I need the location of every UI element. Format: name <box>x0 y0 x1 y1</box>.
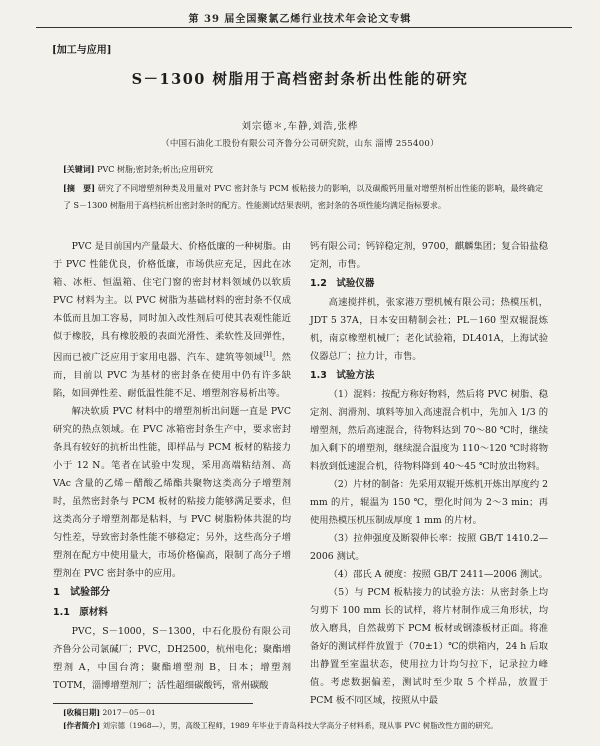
method-mixing: （1）混料：按配方称好物料，然后将 PVC 树脂、稳定剂、润滑剂、填料等加入高速混合机中，先加入 1/3 的增塑剂，然后高速混合，待物料达到 70～80 ℃时，继续加入剩下的增塑剂，继续混合温度为 110～120 ℃时将物料放到低速混合机，待物料降到 40～45 ℃时放出物料。 <box>310 389 548 472</box>
affiliation: （中国石油化工股份有限公司齐鲁分公司研究院，山东 淄博 255400） <box>161 139 439 149</box>
method-hardness-test: （4）邵氏 A 硬度：按照 GB/T 2411—2006 测试。 <box>328 569 548 580</box>
footnote-author-bio <box>63 719 543 732</box>
received-label: [收稿日期] <box>63 708 101 717</box>
author-list: 刘宗德＊,车静,刘浩,张桦 <box>241 121 359 132</box>
subsection-heading-methods: 1.3 试验方法 <box>310 370 375 381</box>
header-rule <box>36 27 572 28</box>
section-heading-experiment: 1 试验部分 <box>53 587 110 599</box>
method-pcm-adhesion: （5）与 PCM 板粘接力的试验方法：从密封条上均匀剪下 100 mm 长的试样，将片材制作成三角形状，均放入磨具，自然裁剪下 PCM 板材或钢漆板材正面。将准备好的测试样件放置于（70±1）℃的烘箱内，24 h 后取出静置至室温状态，使用拉力计均匀拉下，记录拉力峰值。考虑数据偏差，测试时至少取 5 个样品，放置于 PCM 板不同区域，按照从中最 <box>310 587 548 706</box>
materials-paragraph-continued: 钙有限公司；钙锌稳定剂，9700，麒麟集团；复合铅盐稳定剂，市售。 <box>310 241 548 270</box>
author-bio-label: [作者简介] <box>63 721 101 730</box>
footnote-rule <box>53 703 253 704</box>
abstract-label: [摘 要] <box>63 183 96 193</box>
right-column <box>310 238 548 710</box>
materials-paragraph: PVC，S－1000，S－1300，中石化股份有限公司齐鲁分公司氯碱厂；PVC，DH2500，杭州电化；聚酯增塑剂 A，中国台湾；聚酯增塑剂 B，日本；增塑剂 TOTM，淄博增塑剂厂；活性超细碳酸钙，常州碳酸 <box>53 626 291 692</box>
intro-paragraph-2: 解决软质 PVC 材料中的增塑剂析出问题一直是 PVC 研究的热点领域。在 PVC 冰箱密封条生产中，要求密封条具有较好的抗析出性能，即样品与 PCM 板材的粘接力小于 12 N。笔者在试验中发现，采用高端粘结剂、高 VAc 含量的乙烯－醋酸乙烯酯共聚物这类高分子增塑剂时，虽然密封条与 PCM 板材的粘接力能够满足要求，但这类高分子增塑剂都是粘料，与 PVC 树脂粉体共混的均匀性差，导致密封条性能不够稳定；另外，这些高分子增塑剂在配方中使用量大，市场价格偏高，限制了高分子增塑剂在 PVC 密封条中的应用。 <box>53 406 291 580</box>
section-tag: [加工与应用] <box>52 45 112 56</box>
running-head: 第 39 届全国聚氯乙烯行业技术年会论文专辑 <box>188 14 412 25</box>
intro-paragraph-1-tail: 。然而，目前以 PVC 为基材的密封条在使用中仍有许多缺陷，如回弹性差、耐低温性能不足、增塑剂容易析出等。 <box>53 352 291 400</box>
paper-title: S－1300 树脂用于高档密封条析出性能的研究 <box>131 71 469 88</box>
keywords-label: [关键词] <box>63 164 95 174</box>
method-sheet-preparation: （2）片材的制备：先采用双辊开炼机开炼出厚度约 2 mm 的片，辊温为 150 ℃，塑化时间为 2～3 min；再使用热模压机压制成厚度 1 mm 的片材。 <box>310 479 548 526</box>
citation-ref: [1] <box>263 351 272 358</box>
received-date: 2017－05－01 <box>102 708 156 717</box>
instruments-paragraph: 高速搅拌机，张家港万塑机械有限公司；热模压机，JDT 5 37A，日本安田精制会社；PL－160 型双辊混炼机，南京橡塑机械厂；老化试验箱，DL401A，上海试验仪器总厂；拉力计，市售。 <box>310 297 548 362</box>
footnote-received <box>63 706 543 719</box>
keywords-text: PVC 树脂;密封条;析出;应用研究 <box>97 165 214 174</box>
intro-paragraph-1-text: PVC 是目前国内产量最大、价格低廉的一种树脂。由于 PVC 性能优良，价格低廉，市场供应充足，因此在冰箱、冰柜、恒温箱、住宅门窗的密封材料领域仍以软质 PVC 材料为主。以 PVC 树脂为基础材料的密封条不仅成本低而且加工容易，同时加入改性剂后可使其表观性能近似于橡胶，具有橡胶般的表面光滑性、柔软性及回弹性，因而已被广泛应用于家用电器、汽车、建筑等领域 <box>53 241 291 364</box>
intro-paragraph-1 <box>53 238 291 403</box>
abstract <box>63 180 543 214</box>
method-tensile-test: （3）拉伸强度及断裂伸长率：按照 GB/T 1410.2—2006 测试。 <box>310 533 548 562</box>
keywords <box>63 164 213 175</box>
abstract-text: 研究了不同增塑剂种类及用量对 PVC 密封条与 PCM 板粘接力的影响，以及碳酸钙用量对增塑剂析出性能的影响，最终确定了 S－1300 树脂用于高档抗析出密封条时的配方。性能测试结果表明，密封条的各项性能均满足指标要求。 <box>63 184 543 210</box>
subsection-heading-materials: 1.1 原材料 <box>53 607 108 619</box>
subsection-heading-instruments: 1.2 试验仪器 <box>310 278 375 289</box>
author-bio-text: 刘宗德（1968—），男，高级工程师，1989 年毕业于青岛科技大学高分子材料系，现从事 PVC 树脂改性方面的研究。 <box>102 721 498 730</box>
left-column <box>53 238 291 695</box>
